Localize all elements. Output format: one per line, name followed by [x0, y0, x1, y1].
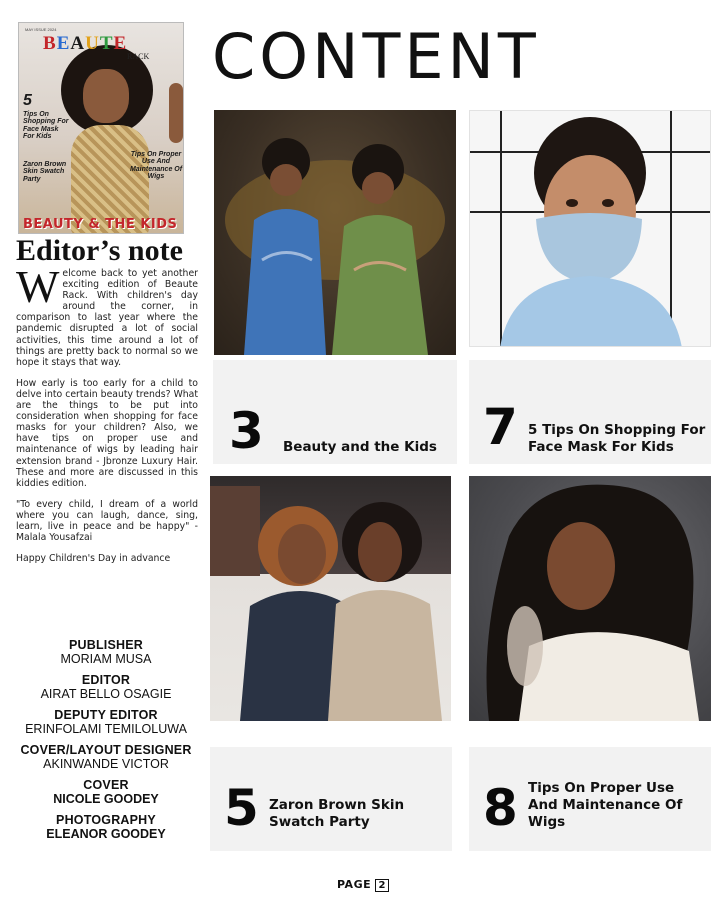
page-number-value: 2	[375, 879, 388, 892]
content-page-number: 5	[224, 779, 259, 837]
credit-block	[6, 638, 206, 666]
editors-note-paragraph: How early is too early for a child to delve into certain beauty trends? What are the things to be put into consideration when shopping for face masks for your children? Also, we have tips on proper use and maintenance of wigs by leading hair extension brand - Jbronze Luxury Hair. These and more are discussed in this kiddies edition.	[16, 377, 198, 489]
credit-role: COVER	[83, 778, 129, 792]
page-number	[337, 878, 389, 892]
cover-child-arm	[169, 83, 183, 143]
editors-note-title: Editor’s note	[16, 234, 183, 267]
editors-note-signoff: Happy Children's Day in advance	[16, 553, 171, 565]
credit-role: PUBLISHER	[68, 638, 144, 652]
masthead-letter: E	[56, 33, 71, 54]
content-item[interactable]	[469, 747, 711, 851]
content-item[interactable]	[213, 360, 457, 464]
credit-name: AIRAT BELLO OSAGIE	[40, 687, 172, 701]
editors-note-quote: "To every child, I dream of a world where you can laugh, dance, sing, learn, live in peace and be happy" -Malala Yousafzai	[16, 498, 198, 544]
cover-coverline: Tips On Shopping For Face Mask For Kids	[23, 111, 69, 141]
cover-issue-line: MAY ISSUE 2024	[25, 27, 57, 32]
photo-woman-illustration	[469, 476, 711, 721]
content-item[interactable]	[210, 747, 452, 851]
credit-name: ELEANOR GOODEY	[46, 827, 166, 841]
cover-masthead-sub: RACK	[127, 52, 150, 61]
masthead-letter: T	[99, 33, 114, 54]
editors-note-body	[16, 261, 198, 565]
content-page-number: 7	[483, 398, 518, 456]
content-page-number: 8	[483, 779, 518, 837]
credit-name: AKINWANDE VICTOR	[43, 757, 169, 771]
credit-name: ERINFOLAMI TEMILOLUWA	[25, 722, 187, 736]
credit-name: MORIAM MUSA	[60, 652, 152, 666]
credit-block	[6, 813, 206, 841]
cover-banner: BEAUTY & THE KIDS	[23, 217, 178, 232]
credit-block	[6, 673, 206, 701]
content-title: 5 Tips On Shopping For Face Mask For Kids	[528, 422, 706, 455]
content-item[interactable]	[469, 360, 711, 464]
masthead-letter: U	[85, 33, 100, 54]
photo-boy-illustration	[470, 111, 711, 347]
cover-coverline: Tips On Proper Use And Maintenance Of Wigs	[129, 151, 183, 181]
credit-block	[6, 743, 206, 771]
photo-two-girls	[214, 110, 456, 355]
masthead-letter: B	[43, 33, 57, 54]
drop-cap: W	[16, 261, 60, 312]
cover-coverline-number: 5	[23, 92, 32, 109]
photo-woman-wig	[469, 476, 711, 721]
content-page-number: 3	[229, 402, 264, 460]
cover-thumbnail	[18, 22, 184, 234]
content-title: Beauty and the Kids	[283, 439, 437, 455]
credit-role: COVER/LAYOUT DESIGNER	[20, 743, 192, 757]
contents-heading: CONTENT	[212, 20, 540, 93]
credit-name: NICOLE GOODEY	[53, 792, 159, 806]
content-title: Tips On Proper Use And Maintenance Of Wigs	[528, 780, 683, 830]
content-title: Zaron Brown Skin Swatch Party	[269, 797, 405, 830]
masthead-letter: E	[113, 33, 128, 54]
cover-coverline: Zaron Brown Skin Swatch Party	[23, 161, 67, 183]
photo-two-women-illustration	[210, 476, 451, 721]
credit-role: PHOTOGRAPHY	[56, 813, 156, 827]
cover-child-face	[83, 69, 129, 123]
cover-masthead	[43, 33, 127, 55]
credit-role: DEPUTY EDITOR	[54, 708, 158, 722]
masthead-credits	[6, 638, 206, 848]
credit-block	[6, 778, 206, 806]
credit-role: EDITOR	[81, 673, 131, 687]
photo-boy-face-mask	[469, 110, 711, 347]
page-label: PAGE	[337, 878, 372, 891]
photo-two-women	[210, 476, 451, 721]
masthead-letter: A	[70, 33, 86, 54]
photo-two-girls-illustration	[214, 110, 456, 355]
credit-block	[6, 708, 206, 736]
editors-note-paragraph: elcome back to yet another exciting edition of Beaute Rack. With children's day around the corner, in comparison to last year where the pandemic disrupted a lot of social activities, this time around a lot of things are pretty back to normal so we hope it stays that way.	[16, 268, 198, 368]
